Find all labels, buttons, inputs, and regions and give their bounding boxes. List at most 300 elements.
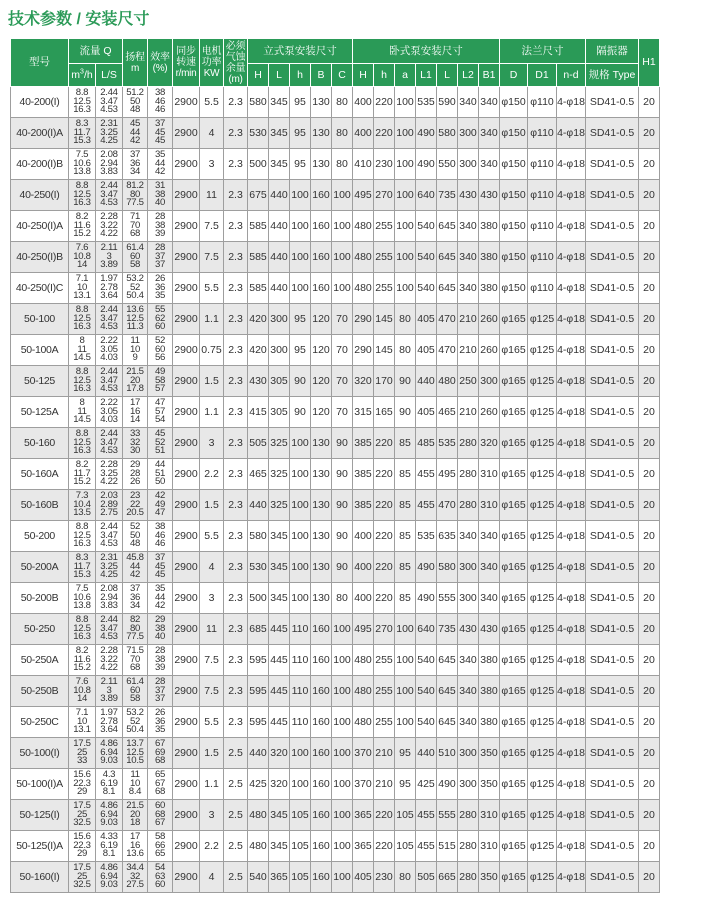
cell-horizontal-0: 385 (353, 459, 374, 490)
cell-vertical-1: 365 (269, 862, 290, 893)
cell-flow-ls: 4.3 6.19 8.1 (96, 769, 123, 800)
cell-vertical-0: 585 (248, 242, 269, 273)
cell-horizontal-4: 550 (437, 149, 458, 180)
cell-vertical-3: 160 (311, 614, 332, 645)
cell-horizontal-5: 250 (458, 366, 479, 397)
cell-horizontal-1: 255 (374, 707, 395, 738)
cell-horizontal-6: 350 (479, 769, 500, 800)
table-row (11, 769, 660, 800)
cell-vertical-0: 420 (248, 304, 269, 335)
cell-efficiency: 65 67 68 (148, 769, 173, 800)
cell-vertical-2: 100 (290, 459, 311, 490)
cell-flange-0: φ150 (500, 149, 528, 180)
cell-efficiency: 38 46 46 (148, 521, 173, 552)
cell-npsh: 2.5 (224, 831, 248, 862)
cell-isolator: SD41-0.5 (586, 242, 639, 273)
cell-h1: 20 (639, 304, 660, 335)
cell-horizontal-3: 490 (416, 583, 437, 614)
cell-horizontal-2: 80 (395, 304, 416, 335)
cell-horizontal-6: 380 (479, 211, 500, 242)
table-row (11, 304, 660, 335)
cell-vertical-1: 345 (269, 800, 290, 831)
cell-power: 0.75 (200, 335, 224, 366)
cell-horizontal-6: 350 (479, 738, 500, 769)
cell-model: 40-250(I) (11, 180, 69, 211)
header-vertical: 立式泵安装尺寸 (248, 39, 353, 64)
cell-vertical-1: 440 (269, 273, 290, 304)
cell-vertical-2: 100 (290, 211, 311, 242)
cell-vertical-1: 345 (269, 583, 290, 614)
table-row (11, 459, 660, 490)
cell-model: 50-160(I) (11, 862, 69, 893)
cell-horizontal-4: 645 (437, 242, 458, 273)
cell-vertical-4: 100 (332, 676, 353, 707)
cell-horizontal-5: 430 (458, 180, 479, 211)
cell-horizontal-6: 320 (479, 428, 500, 459)
cell-flange-1: φ110 (528, 149, 557, 180)
cell-vertical-0: 465 (248, 459, 269, 490)
cell-flow-ls: 2.03 2.89 2.75 (96, 490, 123, 521)
cell-vertical-0: 500 (248, 149, 269, 180)
cell-efficiency: 28 38 39 (148, 645, 173, 676)
cell-horizontal-4: 735 (437, 614, 458, 645)
cell-flange-2: 4-φ18 (557, 521, 586, 552)
cell-horizontal-1: 220 (374, 428, 395, 459)
cell-horizontal-0: 480 (353, 645, 374, 676)
cell-h1: 20 (639, 335, 660, 366)
cell-horizontal-3: 455 (416, 490, 437, 521)
cell-horizontal-0: 290 (353, 335, 374, 366)
table-row (11, 707, 660, 738)
cell-flange-0: φ150 (500, 118, 528, 149)
cell-horizontal-6: 300 (479, 366, 500, 397)
cell-npsh: 2.3 (224, 335, 248, 366)
cell-efficiency: 49 58 57 (148, 366, 173, 397)
cell-isolator: SD41-0.5 (586, 707, 639, 738)
cell-flow-m3h: 8 11 14.5 (69, 335, 96, 366)
cell-horizontal-5: 280 (458, 459, 479, 490)
cell-isolator: SD41-0.5 (586, 583, 639, 614)
cell-horizontal-6: 310 (479, 800, 500, 831)
cell-vertical-2: 105 (290, 800, 311, 831)
cell-speed: 2900 (173, 676, 200, 707)
cell-flange-2: 4-φ18 (557, 707, 586, 738)
cell-h1: 20 (639, 800, 660, 831)
cell-head: 53.2 52 50.4 (123, 273, 148, 304)
cell-horizontal-1: 220 (374, 800, 395, 831)
cell-h1: 20 (639, 428, 660, 459)
cell-horizontal-4: 510 (437, 738, 458, 769)
cell-horizontal-5: 300 (458, 738, 479, 769)
header-flange-2: n-d (557, 64, 586, 87)
cell-model: 40-250(I)B (11, 242, 69, 273)
cell-vertical-2: 95 (290, 304, 311, 335)
cell-npsh: 2.3 (224, 614, 248, 645)
cell-efficiency: 58 66 65 (148, 831, 173, 862)
table-row (11, 583, 660, 614)
cell-efficiency: 60 68 67 (148, 800, 173, 831)
cell-flange-0: φ165 (500, 552, 528, 583)
cell-flange-0: φ165 (500, 800, 528, 831)
table-row (11, 149, 660, 180)
cell-flow-ls: 2.44 3.47 4.53 (96, 521, 123, 552)
cell-model: 50-200A (11, 552, 69, 583)
cell-horizontal-3: 405 (416, 335, 437, 366)
cell-vertical-0: 540 (248, 862, 269, 893)
cell-vertical-0: 685 (248, 614, 269, 645)
cell-isolator: SD41-0.5 (586, 800, 639, 831)
cell-flange-2: 4-φ18 (557, 397, 586, 428)
cell-horizontal-4: 580 (437, 118, 458, 149)
cell-horizontal-4: 490 (437, 769, 458, 800)
header-vertical-0: H (248, 64, 269, 87)
cell-head: 45 44 42 (123, 118, 148, 149)
cell-head: 29 28 26 (123, 459, 148, 490)
cell-horizontal-5: 340 (458, 273, 479, 304)
cell-horizontal-0: 365 (353, 800, 374, 831)
cell-flange-0: φ150 (500, 242, 528, 273)
cell-h1: 20 (639, 831, 660, 862)
cell-vertical-2: 100 (290, 428, 311, 459)
cell-flange-1: φ110 (528, 273, 557, 304)
cell-vertical-0: 505 (248, 428, 269, 459)
cell-isolator: SD41-0.5 (586, 831, 639, 862)
cell-npsh: 2.3 (224, 180, 248, 211)
cell-flange-2: 4-φ18 (557, 211, 586, 242)
cell-flange-2: 4-φ18 (557, 87, 586, 118)
cell-horizontal-5: 340 (458, 707, 479, 738)
table-row (11, 490, 660, 521)
cell-flow-ls: 2.31 3.25 4.25 (96, 118, 123, 149)
cell-flow-ls: 2.28 3.22 4.22 (96, 645, 123, 676)
cell-power: 4 (200, 118, 224, 149)
cell-flange-2: 4-φ18 (557, 676, 586, 707)
cell-npsh: 2.3 (224, 459, 248, 490)
cell-power: 5.5 (200, 707, 224, 738)
cell-horizontal-4: 635 (437, 521, 458, 552)
cell-horizontal-4: 515 (437, 831, 458, 862)
cell-flange-0: φ165 (500, 490, 528, 521)
cell-horizontal-5: 340 (458, 211, 479, 242)
cell-speed: 2900 (173, 645, 200, 676)
cell-flange-1: φ125 (528, 614, 557, 645)
cell-model: 50-100 (11, 304, 69, 335)
cell-flow-m3h: 8.8 12.5 16.3 (69, 366, 96, 397)
cell-vertical-3: 120 (311, 397, 332, 428)
cell-vertical-1: 325 (269, 428, 290, 459)
cell-npsh: 2.3 (224, 707, 248, 738)
cell-vertical-2: 95 (290, 118, 311, 149)
cell-horizontal-4: 645 (437, 707, 458, 738)
cell-horizontal-4: 645 (437, 273, 458, 304)
cell-horizontal-0: 400 (353, 552, 374, 583)
cell-flow-ls: 4.86 6.94 9.03 (96, 862, 123, 893)
cell-flow-m3h: 7.5 10.6 13.8 (69, 583, 96, 614)
cell-flow-m3h: 8.8 12.5 16.3 (69, 87, 96, 118)
cell-head: 82 80 77.5 (123, 614, 148, 645)
cell-flow-m3h: 8.8 12.5 16.3 (69, 180, 96, 211)
cell-horizontal-0: 405 (353, 862, 374, 893)
cell-vertical-2: 100 (290, 242, 311, 273)
cell-isolator: SD41-0.5 (586, 862, 639, 893)
cell-power: 3 (200, 800, 224, 831)
cell-h1: 20 (639, 707, 660, 738)
cell-flange-0: φ165 (500, 521, 528, 552)
cell-flange-2: 4-φ18 (557, 831, 586, 862)
cell-vertical-1: 345 (269, 831, 290, 862)
cell-flow-ls: 2.44 3.47 4.53 (96, 180, 123, 211)
cell-vertical-3: 120 (311, 366, 332, 397)
header-power: 电机 功率 KW (200, 39, 224, 87)
cell-vertical-0: 675 (248, 180, 269, 211)
cell-power: 1.5 (200, 366, 224, 397)
cell-flow-ls: 2.44 3.47 4.53 (96, 614, 123, 645)
cell-power: 3 (200, 583, 224, 614)
cell-horizontal-5: 280 (458, 490, 479, 521)
header-flow-ls: L/S (96, 64, 123, 87)
cell-speed: 2900 (173, 459, 200, 490)
cell-horizontal-6: 350 (479, 862, 500, 893)
cell-isolator: SD41-0.5 (586, 490, 639, 521)
cell-flow-m3h: 8.8 12.5 16.3 (69, 614, 96, 645)
cell-flange-0: φ165 (500, 862, 528, 893)
cell-vertical-3: 130 (311, 87, 332, 118)
cell-horizontal-6: 340 (479, 521, 500, 552)
cell-h1: 20 (639, 769, 660, 800)
cell-horizontal-6: 430 (479, 614, 500, 645)
cell-vertical-4: 90 (332, 521, 353, 552)
cell-flange-1: φ125 (528, 738, 557, 769)
cell-horizontal-3: 540 (416, 707, 437, 738)
cell-h1: 20 (639, 459, 660, 490)
cell-head: 11 10 9 (123, 335, 148, 366)
cell-power: 7.5 (200, 211, 224, 242)
cell-horizontal-5: 210 (458, 335, 479, 366)
cell-isolator: SD41-0.5 (586, 676, 639, 707)
cell-h1: 20 (639, 614, 660, 645)
cell-vertical-4: 90 (332, 428, 353, 459)
cell-flow-ls: 1.97 2.78 3.64 (96, 273, 123, 304)
cell-flow-m3h: 8 11 14.5 (69, 397, 96, 428)
header-flow-m3h: $m^3/h$ (69, 64, 96, 87)
cell-vertical-4: 100 (332, 614, 353, 645)
cell-vertical-4: 70 (332, 397, 353, 428)
cell-vertical-4: 70 (332, 304, 353, 335)
table-row (11, 87, 660, 118)
header-horizontal-1: h (374, 64, 395, 87)
cell-isolator: SD41-0.5 (586, 397, 639, 428)
cell-horizontal-6: 380 (479, 676, 500, 707)
cell-vertical-3: 160 (311, 645, 332, 676)
cell-flange-1: φ125 (528, 335, 557, 366)
cell-power: 4 (200, 862, 224, 893)
cell-horizontal-1: 210 (374, 738, 395, 769)
cell-isolator: SD41-0.5 (586, 273, 639, 304)
cell-vertical-0: 585 (248, 273, 269, 304)
cell-vertical-0: 425 (248, 769, 269, 800)
cell-h1: 20 (639, 521, 660, 552)
cell-horizontal-6: 310 (479, 831, 500, 862)
cell-head: 11 10 8.4 (123, 769, 148, 800)
cell-isolator: SD41-0.5 (586, 769, 639, 800)
cell-speed: 2900 (173, 769, 200, 800)
cell-isolator: SD41-0.5 (586, 118, 639, 149)
header-horizontal-4: L (437, 64, 458, 87)
cell-horizontal-5: 210 (458, 397, 479, 428)
cell-horizontal-5: 210 (458, 304, 479, 335)
header-h1: H1 (639, 39, 660, 87)
cell-horizontal-3: 540 (416, 645, 437, 676)
cell-horizontal-3: 540 (416, 273, 437, 304)
cell-h1: 20 (639, 273, 660, 304)
cell-horizontal-2: 100 (395, 707, 416, 738)
cell-flow-m3h: 17.5 25 33 (69, 738, 96, 769)
cell-speed: 2900 (173, 614, 200, 645)
cell-horizontal-2: 95 (395, 738, 416, 769)
cell-vertical-4: 80 (332, 583, 353, 614)
cell-flange-1: φ125 (528, 428, 557, 459)
cell-flange-2: 4-φ18 (557, 149, 586, 180)
cell-npsh: 2.5 (224, 862, 248, 893)
cell-head: 37 36 34 (123, 583, 148, 614)
cell-vertical-2: 95 (290, 87, 311, 118)
cell-vertical-4: 100 (332, 180, 353, 211)
cell-efficiency: 44 51 50 (148, 459, 173, 490)
cell-horizontal-3: 440 (416, 366, 437, 397)
cell-flange-0: φ165 (500, 304, 528, 335)
cell-horizontal-1: 220 (374, 831, 395, 862)
cell-flange-2: 4-φ18 (557, 273, 586, 304)
cell-head: 61.4 60 58 (123, 242, 148, 273)
cell-model: 50-200B (11, 583, 69, 614)
cell-model: 50-100(I) (11, 738, 69, 769)
cell-flow-m3h: 7.6 10.8 14 (69, 242, 96, 273)
cell-horizontal-0: 315 (353, 397, 374, 428)
table-row (11, 552, 660, 583)
cell-power: 1.1 (200, 769, 224, 800)
cell-isolator: SD41-0.5 (586, 366, 639, 397)
header-flange: 法兰尺寸 (500, 39, 586, 64)
cell-horizontal-0: 290 (353, 304, 374, 335)
cell-npsh: 2.3 (224, 552, 248, 583)
cell-flange-2: 4-φ18 (557, 800, 586, 831)
cell-flange-2: 4-φ18 (557, 118, 586, 149)
cell-flange-2: 4-φ18 (557, 304, 586, 335)
cell-vertical-3: 160 (311, 831, 332, 862)
cell-vertical-1: 345 (269, 149, 290, 180)
cell-horizontal-6: 340 (479, 552, 500, 583)
cell-model: 40-200(I) (11, 87, 69, 118)
cell-npsh: 2.3 (224, 273, 248, 304)
cell-flange-2: 4-φ18 (557, 614, 586, 645)
cell-horizontal-4: 495 (437, 459, 458, 490)
cell-horizontal-6: 380 (479, 645, 500, 676)
cell-npsh: 2.3 (224, 87, 248, 118)
cell-horizontal-6: 380 (479, 707, 500, 738)
cell-flange-1: φ125 (528, 490, 557, 521)
cell-vertical-0: 595 (248, 645, 269, 676)
cell-flow-m3h: 15.6 22.3 29 (69, 769, 96, 800)
cell-horizontal-2: 95 (395, 769, 416, 800)
cell-vertical-2: 105 (290, 862, 311, 893)
table-header (11, 39, 660, 87)
cell-horizontal-2: 100 (395, 149, 416, 180)
cell-speed: 2900 (173, 490, 200, 521)
cell-horizontal-2: 85 (395, 583, 416, 614)
cell-horizontal-0: 480 (353, 211, 374, 242)
spec-table-wrapper (10, 38, 660, 893)
header-horizontal-2: a (395, 64, 416, 87)
cell-model: 50-125 (11, 366, 69, 397)
cell-isolator: SD41-0.5 (586, 180, 639, 211)
cell-horizontal-2: 100 (395, 645, 416, 676)
cell-flow-m3h: 8.2 11.7 15.2 (69, 459, 96, 490)
cell-flow-ls: 2.08 2.94 3.83 (96, 583, 123, 614)
cell-vertical-2: 95 (290, 335, 311, 366)
cell-vertical-1: 305 (269, 397, 290, 428)
cell-vertical-2: 110 (290, 676, 311, 707)
cell-h1: 20 (639, 366, 660, 397)
header-horizontal-0: H (353, 64, 374, 87)
cell-vertical-3: 160 (311, 738, 332, 769)
cell-horizontal-4: 535 (437, 428, 458, 459)
cell-power: 3 (200, 428, 224, 459)
cell-flow-m3h: 8.8 12.5 16.3 (69, 521, 96, 552)
cell-model: 50-160 (11, 428, 69, 459)
cell-power: 1.5 (200, 490, 224, 521)
cell-vertical-1: 305 (269, 366, 290, 397)
header-npsh: 必须 气蚀 余量 (m) (224, 39, 248, 87)
cell-model: 50-200 (11, 521, 69, 552)
cell-horizontal-6: 310 (479, 490, 500, 521)
cell-horizontal-5: 280 (458, 800, 479, 831)
cell-npsh: 2.5 (224, 800, 248, 831)
cell-isolator: SD41-0.5 (586, 335, 639, 366)
cell-speed: 2900 (173, 583, 200, 614)
cell-power: 11 (200, 180, 224, 211)
cell-vertical-0: 440 (248, 490, 269, 521)
cell-horizontal-6: 260 (479, 397, 500, 428)
cell-vertical-1: 440 (269, 211, 290, 242)
cell-horizontal-0: 370 (353, 769, 374, 800)
cell-vertical-2: 100 (290, 273, 311, 304)
cell-npsh: 2.3 (224, 428, 248, 459)
cell-power: 5.5 (200, 521, 224, 552)
cell-speed: 2900 (173, 149, 200, 180)
cell-speed: 2900 (173, 707, 200, 738)
header-head: 扬程 m (123, 39, 148, 87)
cell-horizontal-3: 455 (416, 800, 437, 831)
cell-efficiency: 47 57 54 (148, 397, 173, 428)
cell-vertical-1: 345 (269, 521, 290, 552)
cell-flow-ls: 2.31 3.25 4.25 (96, 552, 123, 583)
cell-horizontal-1: 210 (374, 769, 395, 800)
cell-efficiency: 37 45 45 (148, 552, 173, 583)
cell-efficiency: 45 52 51 (148, 428, 173, 459)
cell-efficiency: 55 62 60 (148, 304, 173, 335)
cell-efficiency: 31 38 40 (148, 180, 173, 211)
cell-horizontal-6: 340 (479, 583, 500, 614)
header-vertical-2: h (290, 64, 311, 87)
cell-vertical-4: 100 (332, 769, 353, 800)
cell-h1: 20 (639, 490, 660, 521)
cell-flange-0: φ165 (500, 676, 528, 707)
cell-flange-0: φ150 (500, 273, 528, 304)
cell-horizontal-4: 470 (437, 335, 458, 366)
cell-horizontal-0: 495 (353, 180, 374, 211)
header-vertical-4: C (332, 64, 353, 87)
cell-horizontal-1: 220 (374, 459, 395, 490)
